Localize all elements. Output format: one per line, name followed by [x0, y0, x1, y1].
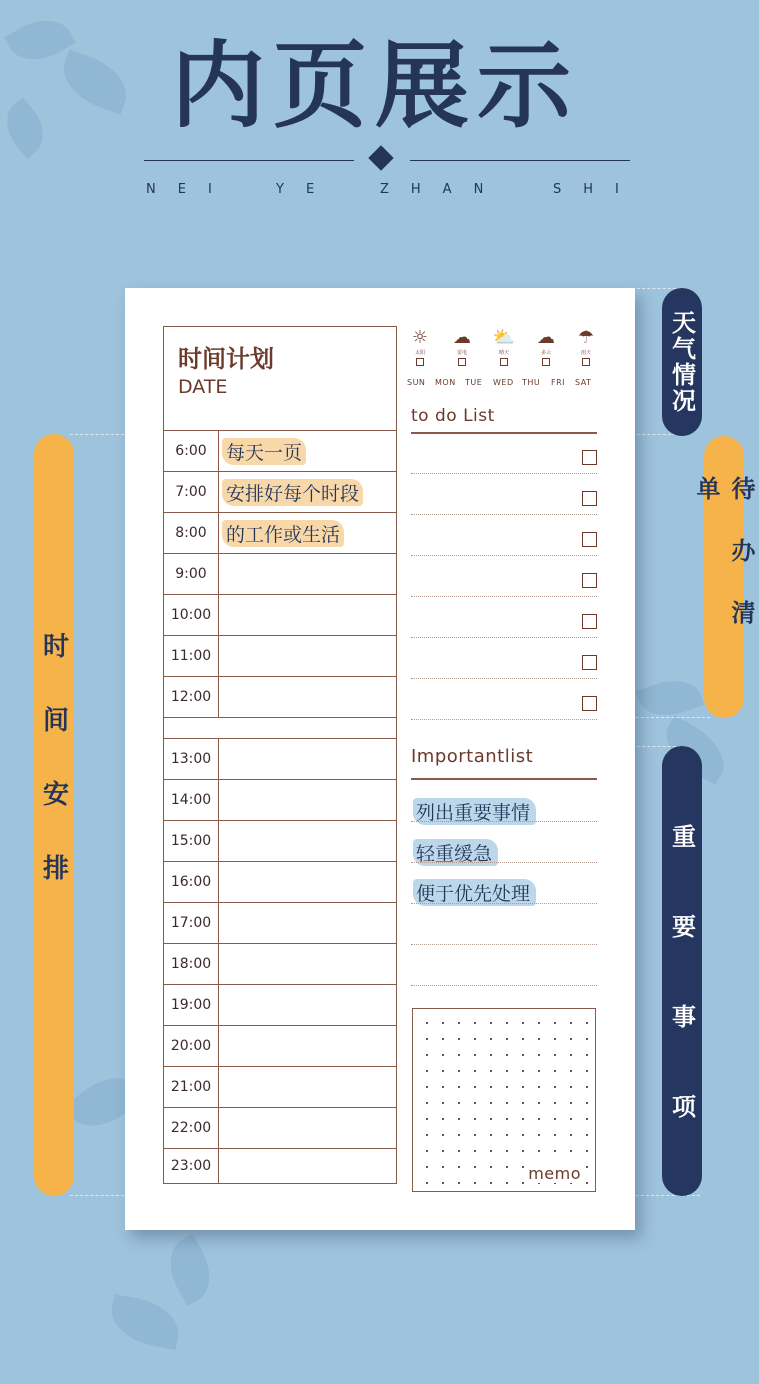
weather-checkbox[interactable]	[582, 358, 590, 366]
time-label: 12:00	[164, 677, 219, 717]
time-row[interactable]	[164, 431, 396, 472]
important-item[interactable]: 列出重要事情	[413, 798, 536, 825]
memo-label: memo	[528, 1164, 581, 1183]
weekday-sun[interactable]: SUN	[407, 378, 426, 387]
time-label: 18:00	[164, 944, 219, 984]
todo-line[interactable]	[411, 678, 597, 679]
time-label: 20:00	[164, 1026, 219, 1066]
leaf-decoration	[107, 1294, 184, 1349]
important-rule	[411, 778, 597, 780]
todo-line[interactable]	[411, 719, 597, 720]
weekday-wed[interactable]: WED	[493, 378, 514, 387]
side-label-text: 天气情况	[667, 310, 696, 414]
important-line	[411, 903, 597, 904]
time-label: 9:00	[164, 554, 219, 594]
time-label: 14:00	[164, 780, 219, 820]
lunch-gap	[164, 718, 396, 739]
time-label: 11:00	[164, 636, 219, 676]
time-label: 8:00	[164, 513, 219, 553]
time-row[interactable]	[164, 554, 396, 595]
side-label-important	[662, 746, 702, 1196]
weather-caption: 晴天	[498, 350, 509, 356]
weather-checkbox[interactable]	[542, 358, 550, 366]
planner-page	[125, 288, 635, 1230]
time-row[interactable]	[164, 821, 396, 862]
side-label-weather	[662, 288, 702, 436]
time-row[interactable]	[164, 1108, 396, 1149]
time-label: 19:00	[164, 985, 219, 1025]
time-label: 13:00	[164, 739, 219, 779]
important-title: Importantlist	[411, 746, 534, 767]
pinyin-word: ZHAN	[380, 182, 506, 197]
side-label-text: 待办清单	[692, 476, 755, 662]
time-note: 的工作或生活	[222, 520, 344, 547]
side-label-text: 重要事项	[667, 824, 696, 1184]
todo-checkbox[interactable]	[582, 450, 597, 465]
todo-checkbox[interactable]	[582, 655, 597, 670]
time-row[interactable]	[164, 903, 396, 944]
schedule-title: 时间计划	[178, 345, 274, 373]
time-row[interactable]	[164, 472, 396, 513]
weekday-mon[interactable]: MON	[435, 378, 456, 387]
todo-line[interactable]	[411, 473, 597, 474]
time-label: 22:00	[164, 1108, 219, 1148]
side-label-todo	[692, 436, 755, 718]
thunder-icon: ☁	[453, 327, 471, 348]
time-row[interactable]	[164, 944, 396, 985]
time-row[interactable]	[164, 780, 396, 821]
weather-option[interactable]	[405, 328, 435, 366]
time-row[interactable]	[164, 677, 396, 718]
sunny-cloud-icon: ⛅	[492, 327, 516, 348]
weekday-tue[interactable]: TUE	[465, 378, 483, 387]
pinyin-word: NEI	[146, 182, 234, 197]
important-line	[411, 862, 597, 863]
time-row[interactable]	[164, 1067, 396, 1108]
time-row[interactable]	[164, 636, 396, 677]
weekday-thu[interactable]: THU	[522, 378, 541, 387]
leaf-decoration	[158, 1234, 223, 1306]
date-label: DATE	[178, 376, 228, 398]
pinyin-word: SHI	[553, 182, 641, 197]
weather-option[interactable]	[531, 328, 561, 366]
memo-box[interactable]	[412, 1008, 596, 1192]
todo-checkbox[interactable]	[582, 614, 597, 629]
time-label: 23:00	[164, 1149, 219, 1183]
time-schedule	[163, 326, 397, 1184]
todo-checkbox[interactable]	[582, 491, 597, 506]
time-row[interactable]	[164, 739, 396, 780]
time-note: 安排好每个时段	[222, 479, 363, 506]
todo-line[interactable]	[411, 637, 597, 638]
todo-checkbox[interactable]	[582, 696, 597, 711]
todo-checkbox[interactable]	[582, 573, 597, 588]
todo-line[interactable]	[411, 596, 597, 597]
important-line[interactable]	[411, 944, 597, 945]
weather-checkbox[interactable]	[500, 358, 508, 366]
important-item[interactable]: 便于优先处理	[413, 879, 536, 906]
pinyin-word: YE	[276, 182, 337, 197]
weather-tracker	[405, 328, 601, 388]
weekday-fri[interactable]: FRI	[551, 378, 566, 387]
time-row[interactable]	[164, 985, 396, 1026]
time-label: 10:00	[164, 595, 219, 635]
schedule-header	[164, 327, 396, 431]
important-line[interactable]	[411, 985, 597, 986]
time-note: 每天一页	[222, 438, 306, 465]
side-label-text: 时间安排	[38, 632, 69, 928]
todo-rule	[411, 432, 597, 434]
todo-title: to do List	[411, 406, 495, 426]
weather-caption: 雷电	[456, 350, 467, 356]
todo-line[interactable]	[411, 555, 597, 556]
time-row[interactable]	[164, 1026, 396, 1067]
time-label: 15:00	[164, 821, 219, 861]
important-line	[411, 821, 597, 822]
time-row[interactable]	[164, 595, 396, 636]
todo-line[interactable]	[411, 514, 597, 515]
rain-icon: ☂	[577, 327, 595, 348]
time-row[interactable]	[164, 513, 396, 554]
title-rule-right	[410, 160, 630, 161]
side-label-time-schedule	[34, 434, 74, 1196]
time-label: 7:00	[164, 472, 219, 512]
weather-option[interactable]	[447, 328, 477, 366]
page-title: 内页展示	[170, 32, 579, 141]
weather-option[interactable]	[571, 328, 601, 366]
weather-option[interactable]	[489, 328, 519, 366]
cloudy-icon: ☁	[537, 327, 555, 348]
title-rule-left	[144, 160, 354, 161]
weekday-sat[interactable]: SAT	[575, 378, 592, 387]
time-label: 6:00	[164, 431, 219, 471]
time-row[interactable]	[164, 862, 396, 903]
sun-icon: ☼	[411, 327, 429, 348]
weather-checkbox[interactable]	[458, 358, 466, 366]
time-row[interactable]	[164, 1149, 396, 1183]
time-label: 16:00	[164, 862, 219, 902]
important-item[interactable]: 轻重缓急	[413, 839, 498, 866]
time-label: 21:00	[164, 1067, 219, 1107]
weather-caption: 雨天	[580, 350, 591, 356]
weather-caption: 太阳	[414, 350, 425, 356]
todo-checkbox[interactable]	[582, 532, 597, 547]
time-label: 17:00	[164, 903, 219, 943]
weather-checkbox[interactable]	[416, 358, 424, 366]
weather-caption: 多云	[540, 350, 551, 356]
diamond-icon	[368, 145, 393, 170]
